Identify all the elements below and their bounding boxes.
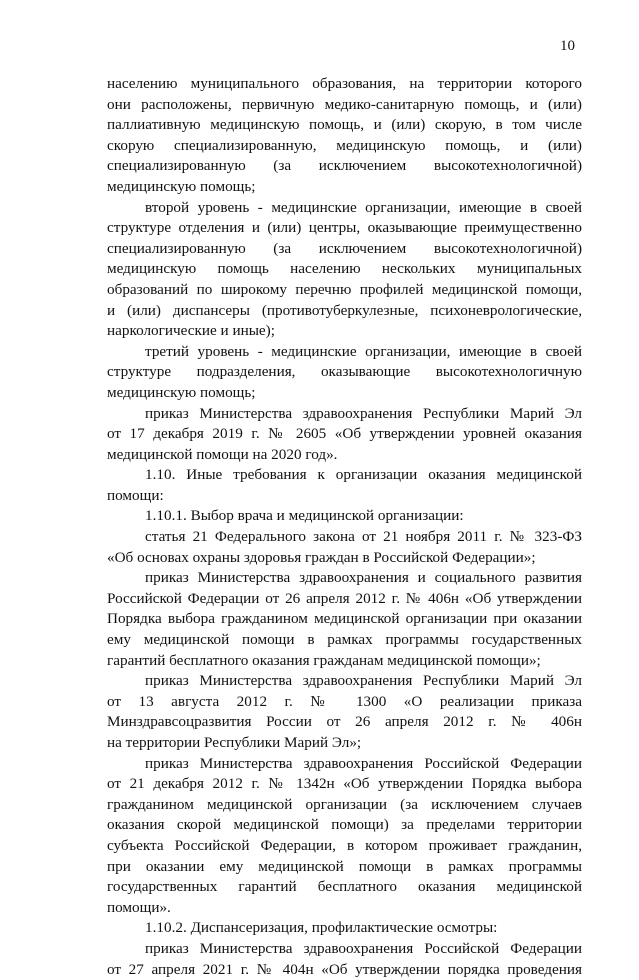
text-line: от 13 августа 2012 г. № 1300 «О реализации приказа [107, 692, 582, 710]
text-line: медицинскую помощь населению нескольких муниципальных [107, 260, 582, 278]
text-line: структуре отделения и (или) центры, оказывающие преимущественно [107, 219, 582, 237]
text-line: субъекта Российской Федерации, в котором проживает гражданин, [107, 836, 582, 854]
text-line: при оказании ему медицинской помощи в рамках программы [107, 857, 582, 875]
page-number: 10 [560, 38, 575, 54]
text-line: они расположены, первичную медико-санитарную помощь, и (или) [107, 95, 582, 113]
text-line: 1.10.1. Выбор врача и медицинской организации: [145, 507, 464, 525]
text-line: второй уровень - медицинские организации, имеющие в своей [145, 198, 582, 216]
text-line: медицинскую помощь; [107, 177, 256, 195]
text-line: ему медицинской помощи в рамках программы государственных [107, 631, 582, 649]
text-line: третий уровень - медицинские организации, имеющие в своей [145, 342, 582, 360]
text-line: приказ Министерства здравоохранения Республики Марий Эл [145, 672, 582, 690]
text-line: от 21 декабря 2012 г. № 1342н «Об утверждении Порядка выбора [107, 775, 582, 793]
text-line: «Об основах охраны здоровья граждан в Российской Федерации»; [107, 548, 536, 566]
text-line: приказ Министерства здравоохранения и социального развития [145, 569, 582, 587]
text-line: наркологические и иные); [107, 322, 275, 340]
text-line: гарантий бесплатного оказания гражданам медицинской помощи»; [107, 651, 541, 669]
text-line: Минздравсоцразвития России от 26 апреля 2012 г. № 406н [107, 713, 582, 731]
text-line: скорую специализированную, медицинскую помощь, и (или) [107, 136, 582, 154]
text-line: структуре подразделения, оказывающие высокотехнологичную [107, 363, 582, 381]
text-line: специализированную (за исключением высокотехнологичной) [107, 157, 582, 175]
text-line: государственных гарантий бесплатного оказания медицинской [107, 878, 582, 896]
text-line: 1.10.2. Диспансеризация, профилактические осмотры: [145, 919, 498, 937]
text-line: медицинскую помощь; [107, 383, 256, 401]
text-line: специализированную (за исключением высокотехнологичной) [107, 239, 582, 257]
text-line: от 17 декабря 2019 г. № 2605 «Об утверждении уровней оказания [107, 425, 582, 443]
text-line: статья 21 Федерального закона от 21 ноября 2011 г. № 323-ФЗ [145, 528, 582, 546]
text-line: приказ Министерства здравоохранения Российской Федерации [145, 939, 582, 957]
text-line: оказания скорой медицинской помощи) за пределами территории [107, 816, 582, 834]
text-line: Порядка выбора гражданином медицинской организации при оказании [107, 610, 582, 628]
text-line: от 27 апреля 2021 г. № 404н «Об утверждении порядка проведения [107, 960, 582, 978]
text-line: приказ Министерства здравоохранения Республики Марий Эл [145, 404, 582, 422]
document-body [107, 74, 582, 980]
text-line: образований по широкому перечню профилей медицинской помощи, [107, 280, 582, 298]
text-line: 1.10. Иные требования к организации оказания медицинской [145, 466, 582, 484]
text-line: населению муниципального образования, на территории которого [107, 75, 582, 92]
text-line: и (или) диспансеры (противотуберкулезные, психоневрологические, [107, 301, 582, 319]
text-line: помощи». [107, 898, 171, 916]
text-line: гражданином медицинской организации (за исключением случаев [107, 795, 582, 813]
text-line: на территории Республики Марий Эл»; [107, 734, 362, 751]
text-line: медицинской помощи на 2020 год». [107, 445, 338, 463]
text-line: паллиативную медицинскую помощь, и (или) скорую, в том числе [107, 116, 582, 134]
text-line: помощи: [107, 486, 164, 504]
text-line: приказ Министерства здравоохранения Российской Федерации [145, 754, 582, 772]
text-line: Российской Федерации от 26 апреля 2012 г. № 406н «Об утверждении [107, 589, 582, 607]
